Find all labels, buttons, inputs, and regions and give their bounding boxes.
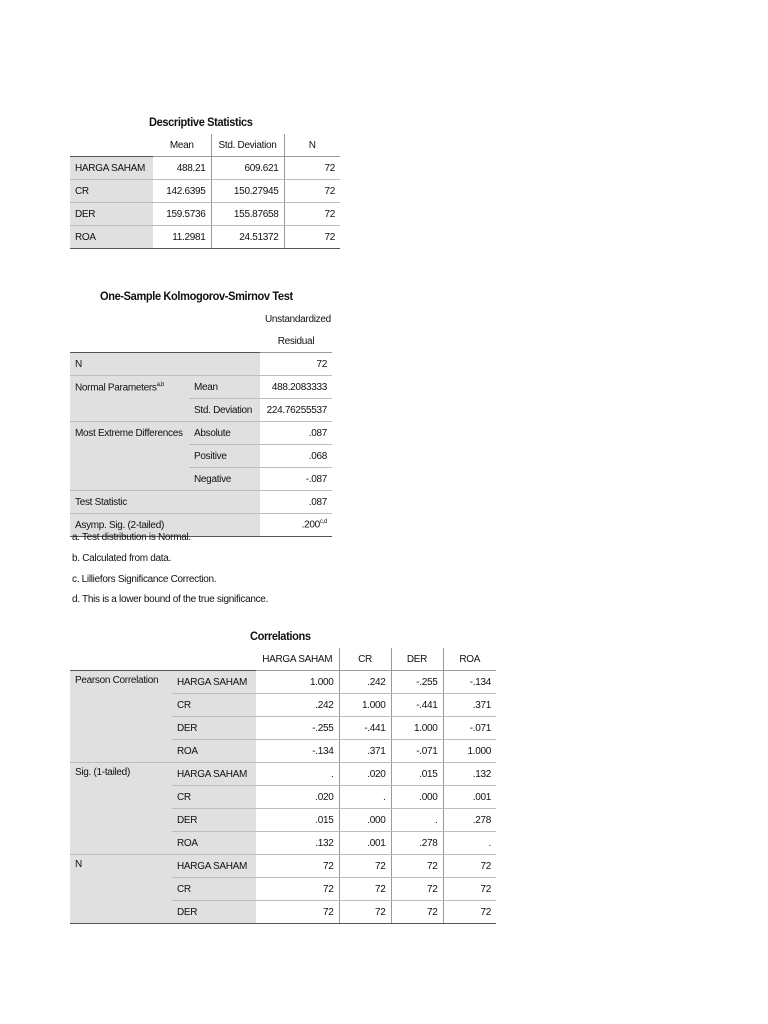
row-var: CR: [172, 786, 256, 809]
correlations-col-header: DER: [391, 648, 443, 671]
row-label: ROA: [70, 226, 153, 249]
cell-value: 11.2981: [153, 226, 211, 249]
cell-value: 72: [443, 901, 496, 924]
cell-value: -.441: [339, 717, 391, 740]
descriptive-table-wrap: [70, 134, 340, 249]
cell-value: -.087: [260, 468, 332, 491]
footnote: a. Test distribution is Normal.: [72, 532, 191, 543]
cell-value: 150.27945: [211, 180, 284, 203]
cell-value: .015: [256, 809, 339, 832]
table-row: [70, 491, 332, 514]
correlations-col-header: CR: [339, 648, 391, 671]
row-var: HARGA SAHAM: [172, 763, 256, 786]
table-row: [70, 422, 332, 445]
table-row: [70, 180, 340, 203]
cell-value: 72: [260, 353, 332, 376]
table-row: [70, 203, 340, 226]
cell-value: .: [391, 809, 443, 832]
cell-value: .200$^{c,d}$: [260, 514, 332, 537]
correlations-col-header: HARGA SAHAM: [256, 648, 339, 671]
cell-value: 1.000: [391, 717, 443, 740]
cell-value: 224.76255537: [260, 399, 332, 422]
cell-value: 72: [284, 203, 340, 226]
row-label: DER: [70, 203, 153, 226]
table-row: [70, 399, 332, 422]
cell-value: 72: [339, 855, 391, 878]
cell-value: 72: [284, 157, 340, 180]
cell-value: .015: [391, 763, 443, 786]
table-row: [70, 445, 332, 468]
cell-value: .132: [443, 763, 496, 786]
cell-value: 24.51372: [211, 226, 284, 249]
cell-value: .000: [391, 786, 443, 809]
cell-value: 142.6395: [153, 180, 211, 203]
table-row: [70, 226, 340, 249]
row-label: N: [70, 353, 260, 376]
row-label: Test Statistic: [70, 491, 260, 514]
descriptive-col-header: Mean: [153, 134, 211, 157]
descriptive-col-header: N: [284, 134, 340, 157]
cell-value: 609.621: [211, 157, 284, 180]
cell-value: 72: [256, 855, 339, 878]
row-label: CR: [70, 180, 153, 203]
cell-value: 72: [339, 878, 391, 901]
cell-value: 72: [256, 901, 339, 924]
table-row: [70, 671, 496, 694]
ks-table-wrap: [70, 308, 332, 537]
cell-value: 72: [256, 878, 339, 901]
descriptive-col-header: Std. Deviation: [211, 134, 284, 157]
cell-value: 72: [339, 901, 391, 924]
cell-value: 72: [443, 855, 496, 878]
cell-value: .: [443, 832, 496, 855]
row-var: CR: [172, 878, 256, 901]
cell-value: .: [339, 786, 391, 809]
correlations-table-wrap: [70, 648, 496, 924]
cell-value: 488.2083333: [260, 376, 332, 399]
row-sublabel: Absolute: [189, 422, 260, 445]
descriptive-table: [70, 134, 340, 249]
table-row: [70, 763, 496, 786]
row-var: ROA: [172, 832, 256, 855]
row-sublabel: Negative: [189, 468, 260, 491]
group-label: Sig. (1-tailed): [70, 763, 172, 855]
row-var: CR: [172, 694, 256, 717]
cell-value: .068: [260, 445, 332, 468]
cell-value: .: [256, 763, 339, 786]
row-var: DER: [172, 717, 256, 740]
cell-value: 72: [284, 180, 340, 203]
footnote: d. This is a lower bound of the true significance.: [72, 594, 269, 605]
cell-value: 155.87658: [211, 203, 284, 226]
ks-table: [70, 308, 332, 537]
row-label: Most Extreme Differences: [70, 422, 189, 445]
cell-value: -.071: [391, 740, 443, 763]
cell-value: .020: [339, 763, 391, 786]
footnote: c. Lilliefors Significance Correction.: [72, 574, 217, 585]
row-label: [70, 468, 189, 491]
cell-value: 1.000: [339, 694, 391, 717]
row-label: [70, 445, 189, 468]
descriptive-title: Descriptive Statistics: [149, 115, 253, 129]
row-var: DER: [172, 901, 256, 924]
cell-value: .278: [391, 832, 443, 855]
cell-value: 72: [391, 878, 443, 901]
cell-value: -.255: [256, 717, 339, 740]
table-row: [70, 855, 496, 878]
row-label: Normal Parameters$^{a,b}$: [70, 376, 189, 399]
row-label: HARGA SAHAM: [70, 157, 153, 180]
cell-value: 159.5736: [153, 203, 211, 226]
cell-value: -.255: [391, 671, 443, 694]
cell-value: 72: [391, 901, 443, 924]
cell-value: -.134: [256, 740, 339, 763]
cell-value: -.441: [391, 694, 443, 717]
cell-value: -.134: [443, 671, 496, 694]
correlations-col-header: ROA: [443, 648, 496, 671]
cell-value: 1.000: [443, 740, 496, 763]
row-var: HARGA SAHAM: [172, 671, 256, 694]
cell-value: 72: [391, 855, 443, 878]
cell-value: .278: [443, 809, 496, 832]
cell-value: 72: [443, 878, 496, 901]
group-label: Pearson Correlation: [70, 671, 172, 763]
cell-value: .371: [443, 694, 496, 717]
ks-title: One-Sample Kolmogorov-Smirnov Test: [100, 289, 293, 303]
group-label: N: [70, 855, 172, 924]
cell-value: 488.21: [153, 157, 211, 180]
table-row: [70, 468, 332, 491]
ks-header-line2: Residual: [260, 330, 332, 353]
cell-value: -.071: [443, 717, 496, 740]
row-sublabel: Std. Deviation: [189, 399, 260, 422]
table-row: [70, 376, 332, 399]
footnote: b. Calculated from data.: [72, 553, 171, 564]
cell-value: .087: [260, 491, 332, 514]
row-label: [70, 399, 189, 422]
cell-value: .000: [339, 809, 391, 832]
cell-value: .087: [260, 422, 332, 445]
table-row: [70, 157, 340, 180]
correlations-table: [70, 648, 496, 924]
cell-value: 72: [284, 226, 340, 249]
cell-value: .242: [339, 671, 391, 694]
row-var: ROA: [172, 740, 256, 763]
ks-header-line1: Unstandardized: [265, 313, 331, 325]
row-sublabel: Positive: [189, 445, 260, 468]
row-var: DER: [172, 809, 256, 832]
row-label: Asymp. Sig. (2-tailed): [70, 514, 260, 537]
cell-value: .020: [256, 786, 339, 809]
cell-value: .132: [256, 832, 339, 855]
cell-value: .001: [339, 832, 391, 855]
table-row: [70, 353, 332, 376]
cell-value: .371: [339, 740, 391, 763]
row-var: HARGA SAHAM: [172, 855, 256, 878]
descriptive-corner: [70, 134, 153, 157]
cell-value: 1.000: [256, 671, 339, 694]
correlations-title: Correlations: [250, 629, 311, 643]
cell-value: .242: [256, 694, 339, 717]
cell-value: .001: [443, 786, 496, 809]
row-sublabel: Mean: [189, 376, 260, 399]
